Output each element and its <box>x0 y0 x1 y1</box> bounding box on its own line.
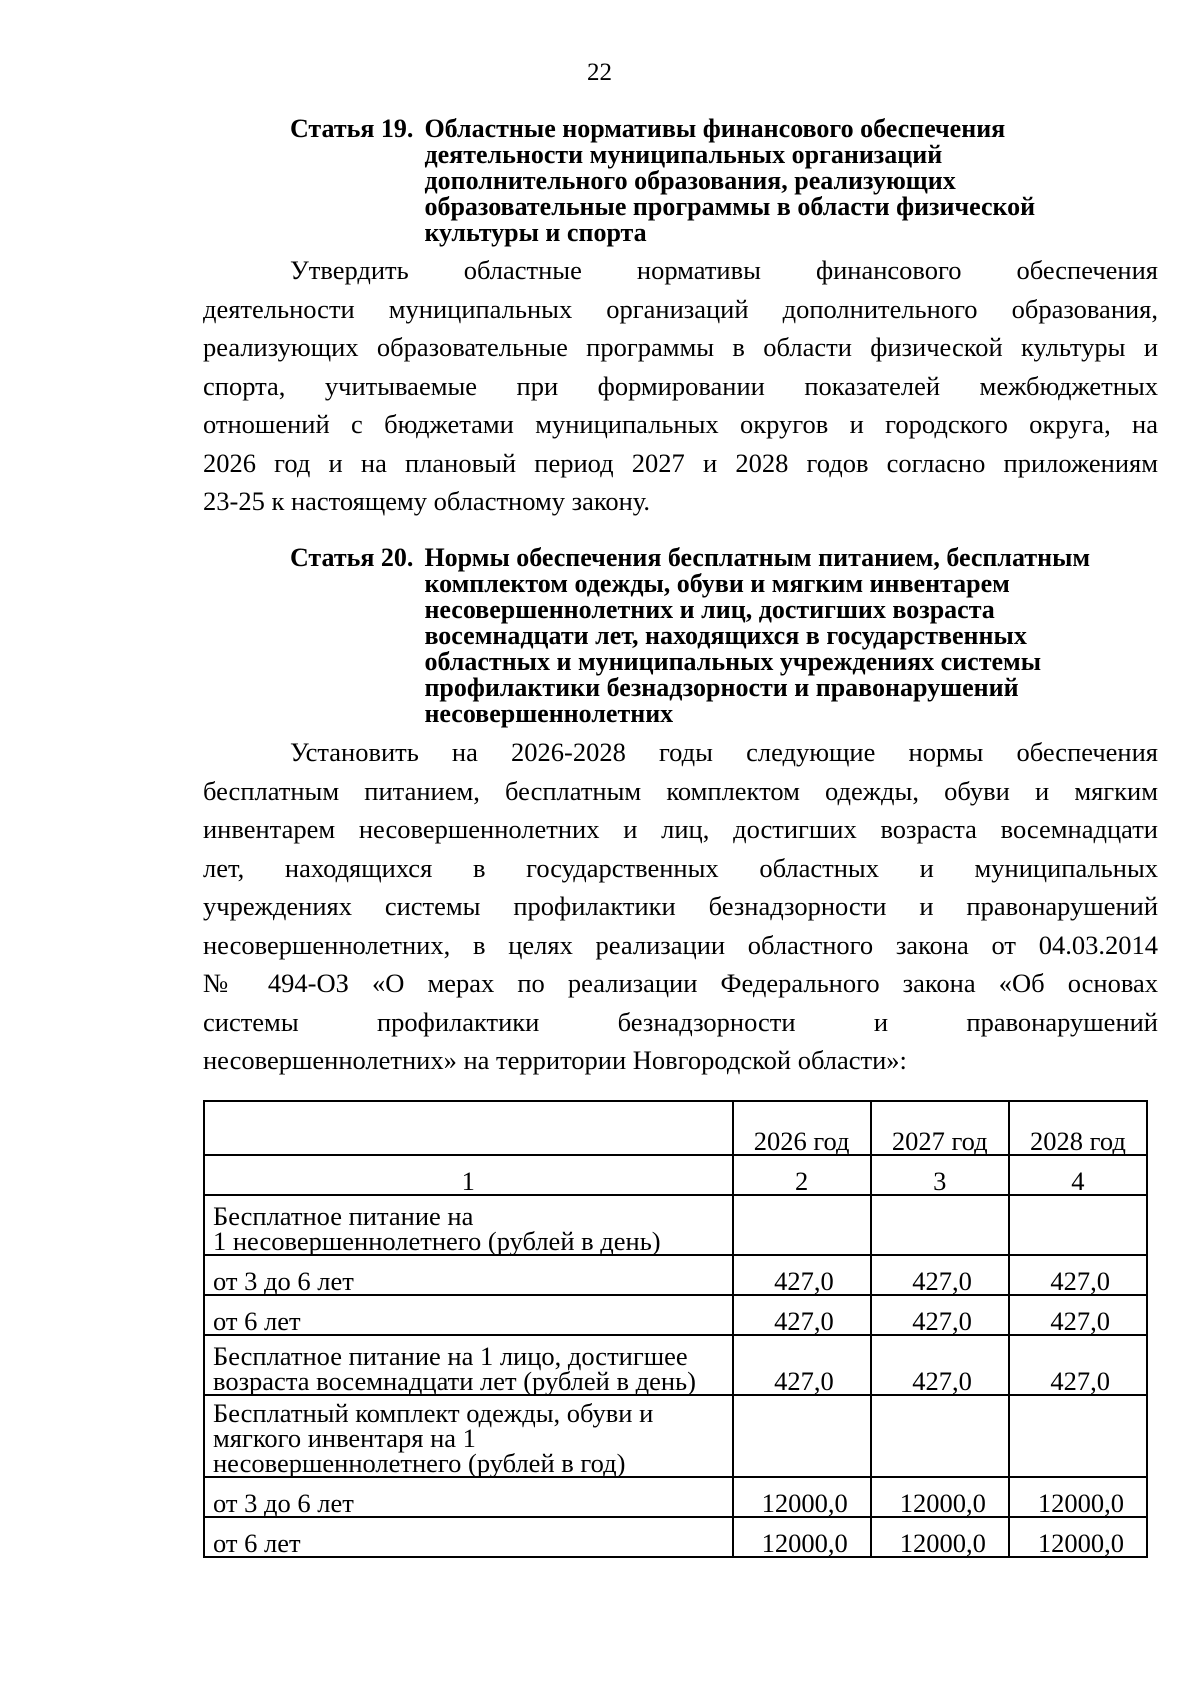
body-line: реализующих образовательные программы в области физической культуры и <box>203 332 1158 362</box>
article-19-body <box>203 251 1158 521</box>
article-19-title-line: культуры и спорта <box>424 218 647 247</box>
label-line: 1 несовершеннолетнего (рублей в день) <box>213 1226 661 1256</box>
article-19-label: Статья 19. <box>290 114 414 143</box>
table-row-label: от 3 до 6 лет <box>204 1477 733 1517</box>
table-row-label <box>204 1335 733 1395</box>
table-cell <box>871 1195 1009 1255</box>
table-cell <box>1009 1395 1147 1477</box>
table-cell: 12000,0 <box>1009 1477 1147 1517</box>
label-line: Бесплатное питание на <box>213 1201 474 1231</box>
table-header-cell: 2027 год <box>871 1101 1009 1155</box>
table-row-label: от 6 лет <box>204 1295 733 1335</box>
table-row <box>204 1335 1147 1395</box>
body-line: инвентарем несовершеннолетних и лиц, достигших возраста восемнадцати <box>203 814 1158 844</box>
table-index-cell: 1 <box>204 1155 733 1195</box>
article-20-heading <box>290 545 1160 727</box>
article-19-title-line: дополнительного образования, реализующих <box>424 166 956 195</box>
table-cell: 427,0 <box>733 1255 871 1295</box>
table-row-label <box>204 1395 733 1477</box>
article-20-title-line: профилактики безнадзорности и правонарушений <box>424 673 1019 702</box>
table-cell: 427,0 <box>1009 1255 1147 1295</box>
table-row <box>204 1517 1147 1557</box>
table-cell: 12000,0 <box>871 1517 1009 1557</box>
table-cell: 427,0 <box>1009 1335 1147 1395</box>
table-index-cell: 4 <box>1009 1155 1147 1195</box>
table-cell <box>733 1395 871 1477</box>
table-row-label: от 3 до 6 лет <box>204 1255 733 1295</box>
table-header-cell: 2028 год <box>1009 1101 1147 1155</box>
table-index-cell: 2 <box>733 1155 871 1195</box>
body-line: 23-25 к настоящему областному закону. <box>203 486 651 516</box>
body-line: деятельности муниципальных организаций дополнительного образования, <box>203 293 1158 324</box>
table-cell: 12000,0 <box>733 1477 871 1517</box>
body-line: системы профилактики безнадзорности и правонарушений <box>203 1006 1158 1037</box>
table-index-row <box>204 1155 1147 1195</box>
body-line: лет, находящихся в государственных областных и муниципальных <box>203 852 1158 883</box>
table-row <box>204 1477 1147 1517</box>
article-20-title-line: Нормы обеспечения бесплатным питанием, бесплатным <box>424 543 1091 572</box>
table-cell <box>733 1195 871 1255</box>
label-line: несовершеннолетнего (рублей в год) <box>213 1448 626 1478</box>
table-row <box>204 1195 1147 1255</box>
table-row <box>204 1395 1147 1477</box>
table-cell <box>1009 1195 1147 1255</box>
table-cell: 12000,0 <box>1009 1517 1147 1557</box>
label-line: Бесплатное питание на 1 лицо, достигшее <box>213 1341 688 1371</box>
body-line: отношений с бюджетами муниципальных округов и городского округа, на <box>203 409 1158 439</box>
table-header-cell: 2026 год <box>733 1101 871 1155</box>
article-20-body <box>203 733 1158 1080</box>
body-line: 2026 год и на плановый период 2027 и 2028 годов согласно приложениям <box>203 447 1158 478</box>
table-row-label <box>204 1195 733 1255</box>
article-19-title-line: Областные нормативы финансового обеспечения <box>424 114 1006 143</box>
norms-table <box>203 1100 1148 1558</box>
article-20-title-line: восемнадцати лет, находящихся в государственных <box>424 621 1027 650</box>
article-20-label: Статья 20. <box>290 543 414 572</box>
table-cell: 427,0 <box>871 1335 1009 1395</box>
article-20-title-line: областных и муниципальных учреждениях системы <box>424 647 1042 676</box>
table-header-cell <box>204 1101 733 1155</box>
table-cell: 427,0 <box>733 1295 871 1335</box>
label-line: возраста восемнадцати лет (рублей в день) <box>213 1366 696 1396</box>
table-cell: 427,0 <box>1009 1295 1147 1335</box>
table-cell: 427,0 <box>871 1295 1009 1335</box>
article-20-title-line: несовершеннолетних и лиц, достигших возраста <box>424 595 995 624</box>
body-line: № 494-ОЗ «О мерах по реализации Федерального закона «Об основах <box>203 968 1158 998</box>
article-19-title-line: образовательные программы в области физической <box>424 192 1036 221</box>
label-line: Бесплатный комплект одежды, обуви и <box>213 1398 654 1428</box>
body-line: бесплатным питанием, бесплатным комплектом одежды, обуви и мягким <box>203 775 1158 806</box>
table-cell: 427,0 <box>871 1255 1009 1295</box>
body-line: Утвердить областные нормативы финансового обеспечения <box>290 255 1158 285</box>
article-20-title-line: комплектом одежды, обуви и мягким инвентарем <box>424 569 1010 598</box>
table-cell: 12000,0 <box>871 1477 1009 1517</box>
page-number: 22 <box>587 59 612 86</box>
body-line: спорта, учитываемые при формировании показателей межбюджетных <box>203 370 1158 401</box>
table-cell <box>871 1395 1009 1477</box>
table-header-row <box>204 1101 1147 1155</box>
table-row-label: от 6 лет <box>204 1517 733 1557</box>
label-line: мягкого инвентаря на 1 <box>213 1423 476 1453</box>
article-20-title-line: несовершеннолетних <box>424 699 674 728</box>
body-line: Установить на 2026-2028 годы следующие нормы обеспечения <box>290 737 1158 767</box>
table-row <box>204 1295 1147 1335</box>
table-index-cell: 3 <box>871 1155 1009 1195</box>
body-line: несовершеннолетних» на территории Новгородской области»: <box>203 1045 907 1075</box>
article-19-title-line: деятельности муниципальных организаций <box>424 140 943 169</box>
article-19-title <box>424 116 1160 246</box>
body-line: несовершеннолетних, в целях реализации областного закона от 04.03.2014 <box>203 929 1158 960</box>
table-cell: 12000,0 <box>733 1517 871 1557</box>
article-20-title <box>424 545 1160 727</box>
body-line: учреждениях системы профилактики безнадзорности и правонарушений <box>203 891 1158 921</box>
table-row <box>204 1255 1147 1295</box>
article-19-heading <box>290 116 1160 246</box>
table-cell: 427,0 <box>733 1335 871 1395</box>
